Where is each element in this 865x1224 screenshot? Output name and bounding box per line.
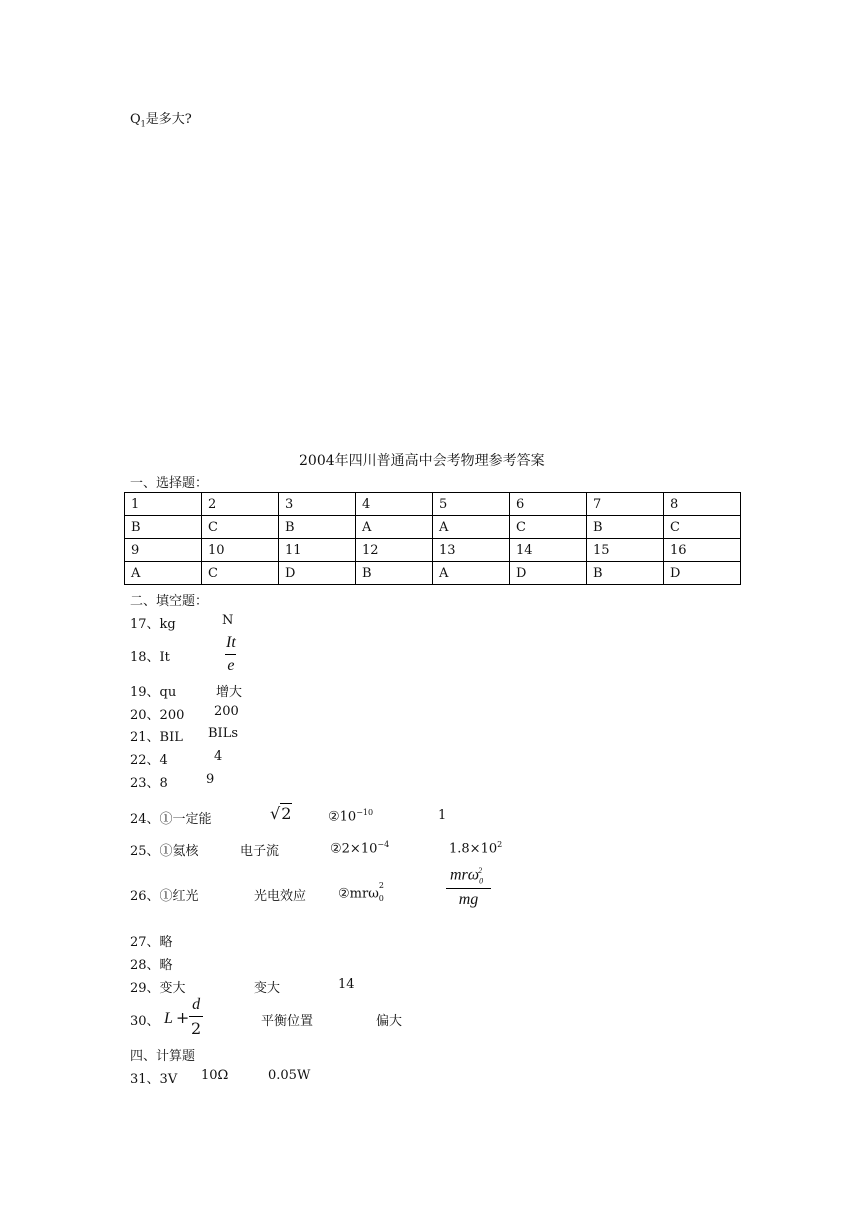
answer-27: 27、略 (130, 935, 173, 950)
fraction-it-over-e: $\frac{It}{e}$ (226, 634, 236, 674)
answer-31: 31、3V (130, 1072, 178, 1087)
table-cell: 12 (356, 539, 433, 562)
table-cell: A (356, 516, 433, 539)
table-cell: 15 (587, 539, 664, 562)
sqrt-2: √2 (270, 804, 292, 823)
answer-30-b: 平衡位置 (261, 1014, 314, 1029)
fraction-mrw-over-mg: mrω$_0^2$ mg (448, 866, 489, 909)
table-cell: 2 (202, 493, 279, 516)
fraction-d-over-2: $\frac{d}{2}$ (191, 996, 202, 1038)
table-cell: 10 (202, 539, 279, 562)
table-cell: B (279, 516, 356, 539)
answer-18: 18、It (130, 650, 170, 665)
table-cell: 13 (433, 539, 510, 562)
table-cell: C (510, 516, 587, 539)
answer-26-b: 光电效应 (254, 889, 307, 904)
table-cell: 11 (279, 539, 356, 562)
table-cell: 7 (587, 493, 664, 516)
answer-24-c: $②10^{-10}$ (328, 808, 374, 825)
table-cell: A (433, 516, 510, 539)
answer-25: 25、①氦核 (130, 844, 199, 859)
table-cell: 4 (356, 493, 433, 516)
table-cell: 6 (510, 493, 587, 516)
section-heading-choice: 一、选择题： (130, 476, 209, 491)
table-cell: 5 (433, 493, 510, 516)
section-heading-fill: 二、填空题： (130, 594, 209, 609)
table-cell: A (125, 562, 202, 585)
table-row (125, 539, 741, 562)
answer-25-d: $1.8\times 10^2$ (449, 840, 503, 857)
answer-30-c: 偏大 (376, 1014, 403, 1029)
answer-30: 30、 (130, 1014, 160, 1029)
answer-26-c: ②mrω$_0^2$ (338, 881, 384, 903)
answer-29-c: 14 (338, 977, 355, 992)
answer-19: 19、qu 增大 (130, 685, 243, 700)
table-cell: 1 (125, 493, 202, 516)
answer-31-b: 10Ω (201, 1068, 229, 1083)
answer-24: 24、①一定能 (130, 812, 212, 827)
table-cell: D (664, 562, 741, 585)
table-row (125, 493, 741, 516)
answer-25-c: $②2\times 10^{-4}$ (330, 840, 390, 857)
table-cell: D (510, 562, 587, 585)
answer-31-c: 0.05W (268, 1068, 311, 1083)
table-cell: B (587, 562, 664, 585)
table-cell: 16 (664, 539, 741, 562)
answer-23: 23、8 9 (130, 772, 215, 791)
table-cell: C (202, 562, 279, 585)
answer-17: 17、kg N (130, 613, 234, 632)
answer-26: 26、①红光 (130, 889, 199, 904)
table-cell: A (433, 562, 510, 585)
table-cell: D (279, 562, 356, 585)
answer-25-b: 电子流 (240, 844, 280, 859)
table-cell: C (664, 516, 741, 539)
expr-l-plus: L + (164, 1008, 190, 1027)
section-heading-calc: 四、计算题 (130, 1049, 196, 1064)
table-cell: B (356, 562, 433, 585)
table-cell: B (125, 516, 202, 539)
table-cell: 9 (125, 539, 202, 562)
answer-29: 29、变大 (130, 981, 186, 996)
page-title: 2004年四川普通高中会考物理参考答案 (299, 453, 545, 469)
table-row (125, 562, 741, 585)
table-cell: C (202, 516, 279, 539)
table-cell: B (587, 516, 664, 539)
answer-24-d: 1 (438, 808, 447, 823)
table-cell: 3 (279, 493, 356, 516)
table-row (125, 516, 741, 539)
answer-28: 28、略 (130, 958, 173, 973)
answer-20: 20、200 200 (130, 704, 239, 723)
table-cell: 8 (664, 493, 741, 516)
answer-21: 21、BIL BILs (130, 726, 238, 745)
table-cell: 14 (510, 539, 587, 562)
answer-22: 22、4 4 (130, 749, 223, 768)
answer-table (124, 492, 741, 585)
question-fragment: $Q_1$是多大? (130, 112, 192, 129)
answer-29-b: 变大 (254, 981, 281, 996)
